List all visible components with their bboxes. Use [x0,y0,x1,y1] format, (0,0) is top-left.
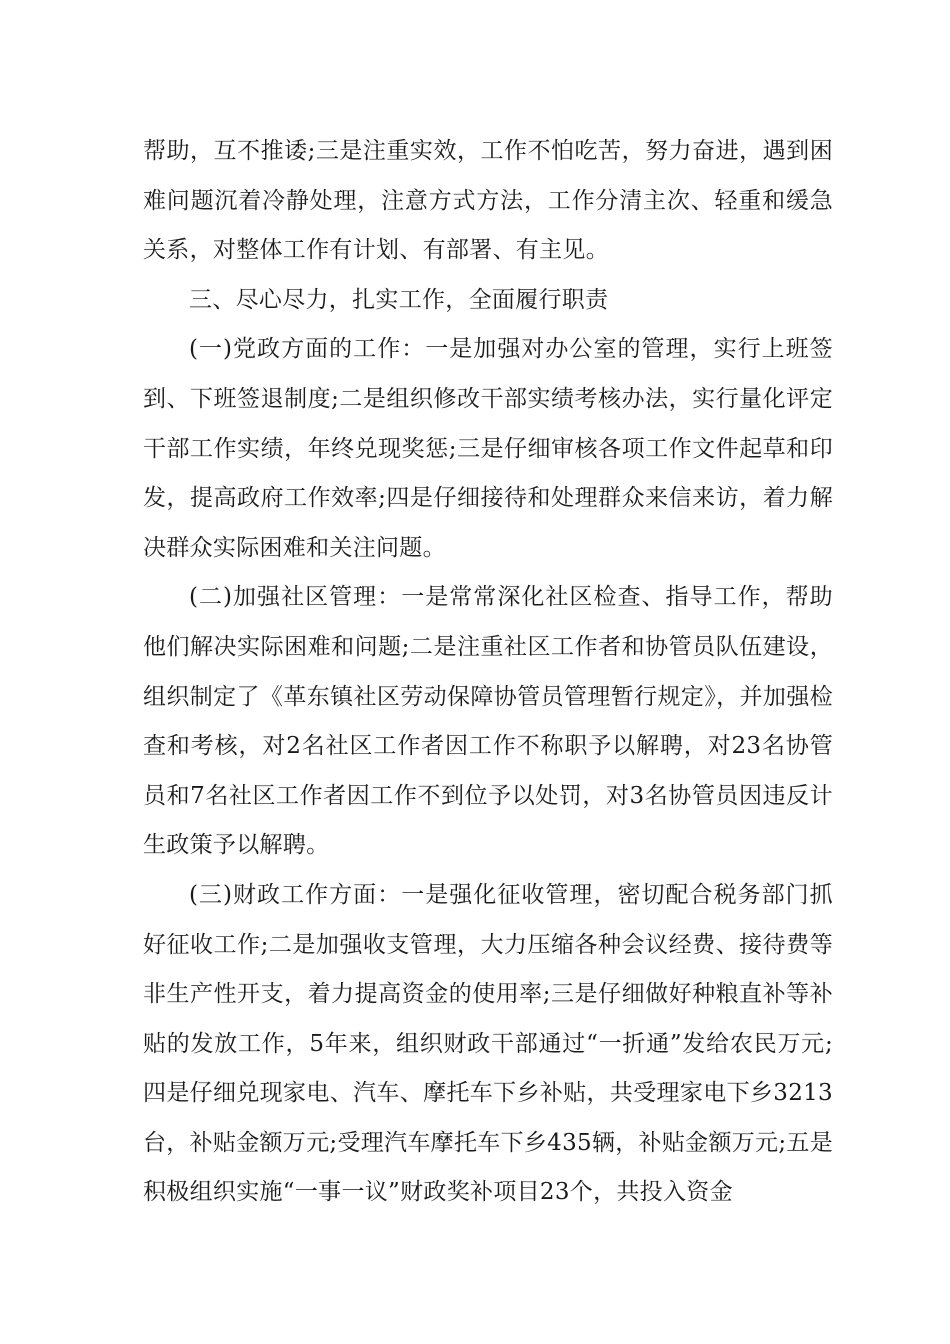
paragraph-community-management: (二)加强社区管理：一是常常深化社区检查、指导工作，帮助他们解决实际困难和问题;二是注重社区工作者和协管员队伍建设，组织制定了《革东镇社区劳动保障协管员管理暂行规定》，并加强检查和考核，对2名社区工作者因工作不称职予以解聘，对23名协管员和7名社区工作者因工作不到位予以处罚，对3名协管员因违反计生政策予以解聘。 [143,584,833,859]
document-body [143,127,833,1218]
paragraph-continuation: 帮助，互不推诿;三是注重实效，工作不怕吃苦，努力奋进，遇到困难问题沉着冷静处理，注意方式方法，工作分清主次、轻重和缓急关系，对整体工作有计划、有部署、有主见。 [143,138,833,264]
section-heading: 三、尽心尽力，扎实工作，全面履行职责 [189,286,609,313]
paragraph-finance-work: (三)财政工作方面：一是强化征收管理，密切配合税务部门抓好征收工作;二是加强收支管理，大力压缩各种会议经费、接待费等非生产性开支，着力提高资金的使用率;三是仔细做好种粮直补等补贴的发放工作，5年来，组织财政干部通过“一折通”发给农民万元;四是仔细兑现家电、汽车、摩托车下乡补贴，共受理家电下乡3213台，补贴金额万元;受理汽车摩托车下乡435辆，补贴金额万元;五是积极组织实施“一事一议”财政奖补项目23个，共投入资金 [143,881,833,1206]
paragraph-party-affairs: (一)党政方面的工作：一是加强对办公室的管理，实行上班签到、下班签退制度;二是组织修改干部实绩考核办法，实行量化评定干部工作实绩，年终兑现奖惩;三是仔细审核各项工作文件起草和印发，提高政府工作效率;四是仔细接待和处理群众来信来访，着力解决群众实际困难和关注问题。 [143,336,833,561]
